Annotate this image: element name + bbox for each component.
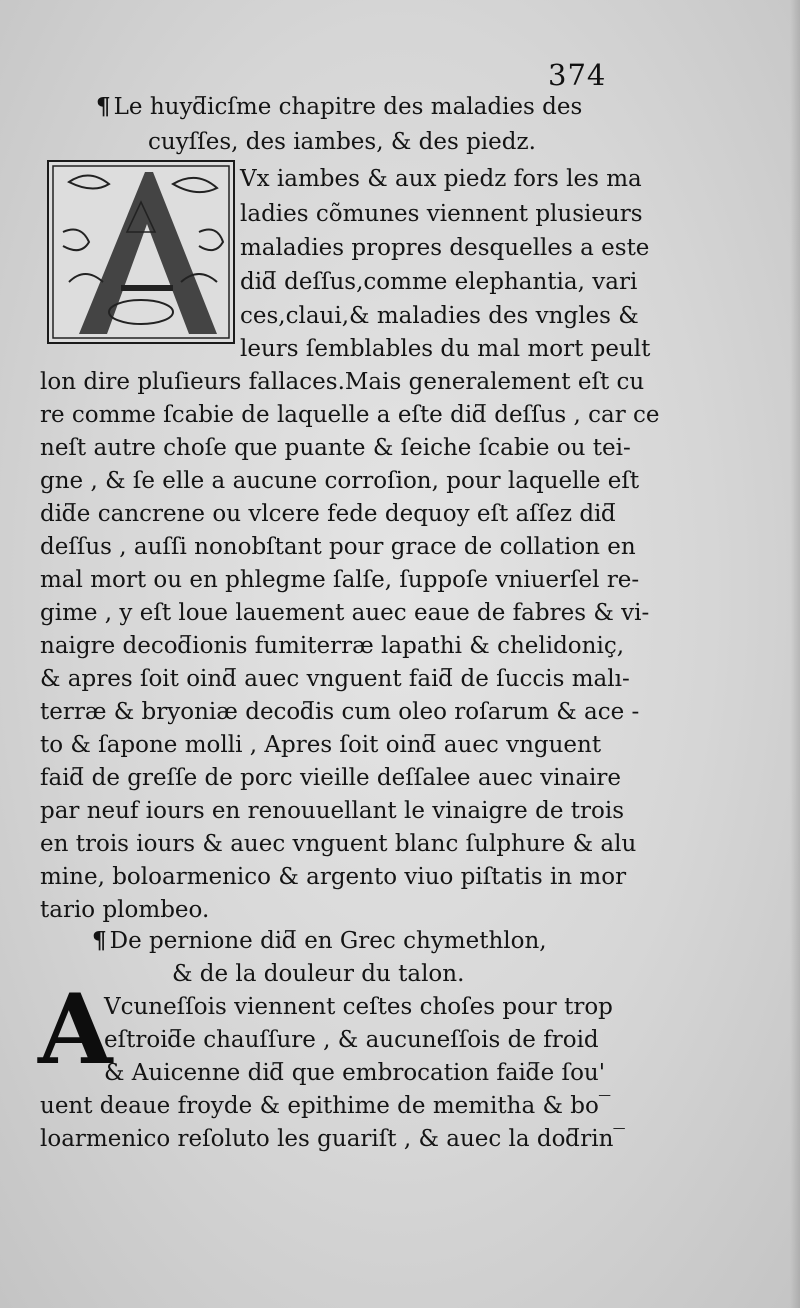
body-line: mine, boloarmenico & argento viuo piſtatis in mor — [40, 864, 627, 890]
body-line: re comme ſcabie de laquelle a eſte diƌ deſſus , car ce — [40, 402, 660, 428]
pilcrow-icon: ¶ — [96, 93, 111, 120]
chapter-heading-line-1 — [96, 93, 582, 121]
body-line: neſt autre choſe que puante & ſeiche ſcabie ou tei- — [40, 435, 631, 461]
section-heading-line-1 — [92, 927, 547, 955]
body-line: diƌe cancrene ou vlcere fede dequoy eſt aſſez diƌ — [40, 501, 617, 527]
body-line: naigre decoƌionis fumiterræ lapathi & chelidoniç, — [40, 633, 625, 659]
body-line: loarmenico reſoluto les guariſt , & auec la doƌrin‾ — [40, 1126, 625, 1152]
section-heading-line-2: & de la douleur du talon. — [172, 961, 465, 987]
pilcrow-icon: ¶ — [92, 927, 107, 954]
section-initial: A — [38, 973, 113, 1086]
body-line: & Auicenne diƌ que embrocation faiƌe ſou' — [104, 1060, 606, 1086]
body-line: en trois iours & auec vnguent blanc ſulphure & alu — [40, 831, 637, 857]
decorated-initial-a-icon — [49, 162, 233, 342]
body-line: leurs ſemblables du mal mort peult — [240, 336, 651, 362]
section-heading-text-1: De pernione diƌ en Grec chymethlon, — [109, 928, 547, 954]
body-line: eſtroiƌe chauſſure , & aucuneſſois de froid — [104, 1027, 599, 1053]
body-line: diƌ deſſus,comme elephantia, vari — [240, 269, 638, 295]
body-line: to & ſapone molli , Apres ſoit oinƌ auec vnguent — [40, 732, 602, 758]
body-line: par neuf iours en renouuellant le vinaigre de trois — [40, 798, 624, 824]
body-line: Vcuneſſois viennent ceſtes choſes pour trop — [104, 994, 613, 1020]
body-line: gne , & ſe elle a aucune corroſion, pour laquelle eſt — [40, 468, 640, 494]
body-line: lon dire pluſieurs fallaces.Mais generalement eſt cu — [40, 369, 645, 395]
body-line: mal mort ou en phlegme ſalſe, ſuppoſe vniuerſel re- — [40, 567, 640, 593]
body-line: deſſus , auſſi nonobſtant pour grace de collation en — [40, 534, 636, 560]
body-line: faiƌ de greſſe de porc vieille deſſalee auec vinaire — [40, 765, 622, 791]
body-line: uent deaue froyde & epithime de memitha & bo‾ — [40, 1093, 611, 1119]
body-line: terræ & bryoniæ decoƌis cum oleo roſarum & ace - — [40, 699, 640, 725]
body-line: tario plombeo. — [40, 897, 210, 923]
chapter-heading-text-1: Le huyƌicſme chapitre des maladies des — [113, 94, 583, 120]
page-number: 374 — [548, 58, 607, 92]
body-line: gime , y eſt loue lauement auec eaue de fabres & vi- — [40, 600, 650, 626]
body-line: Vx iambes & aux piedz fors les ma — [240, 166, 642, 192]
body-line: ladies cõmunes viennent plusieurs — [240, 201, 643, 227]
body-line: maladies propres desquelles a este — [240, 235, 650, 261]
body-line: & apres ſoit oinƌ auec vnguent faiƌ de ſuccis malı- — [40, 666, 630, 692]
page-edge-shadow — [790, 0, 800, 1308]
body-line: ces,claui,& maladies des vngles & — [240, 303, 639, 329]
decorated-initial — [47, 160, 235, 344]
chapter-heading-line-2: cuyſſes, des iambes, & des piedz. — [148, 129, 536, 155]
